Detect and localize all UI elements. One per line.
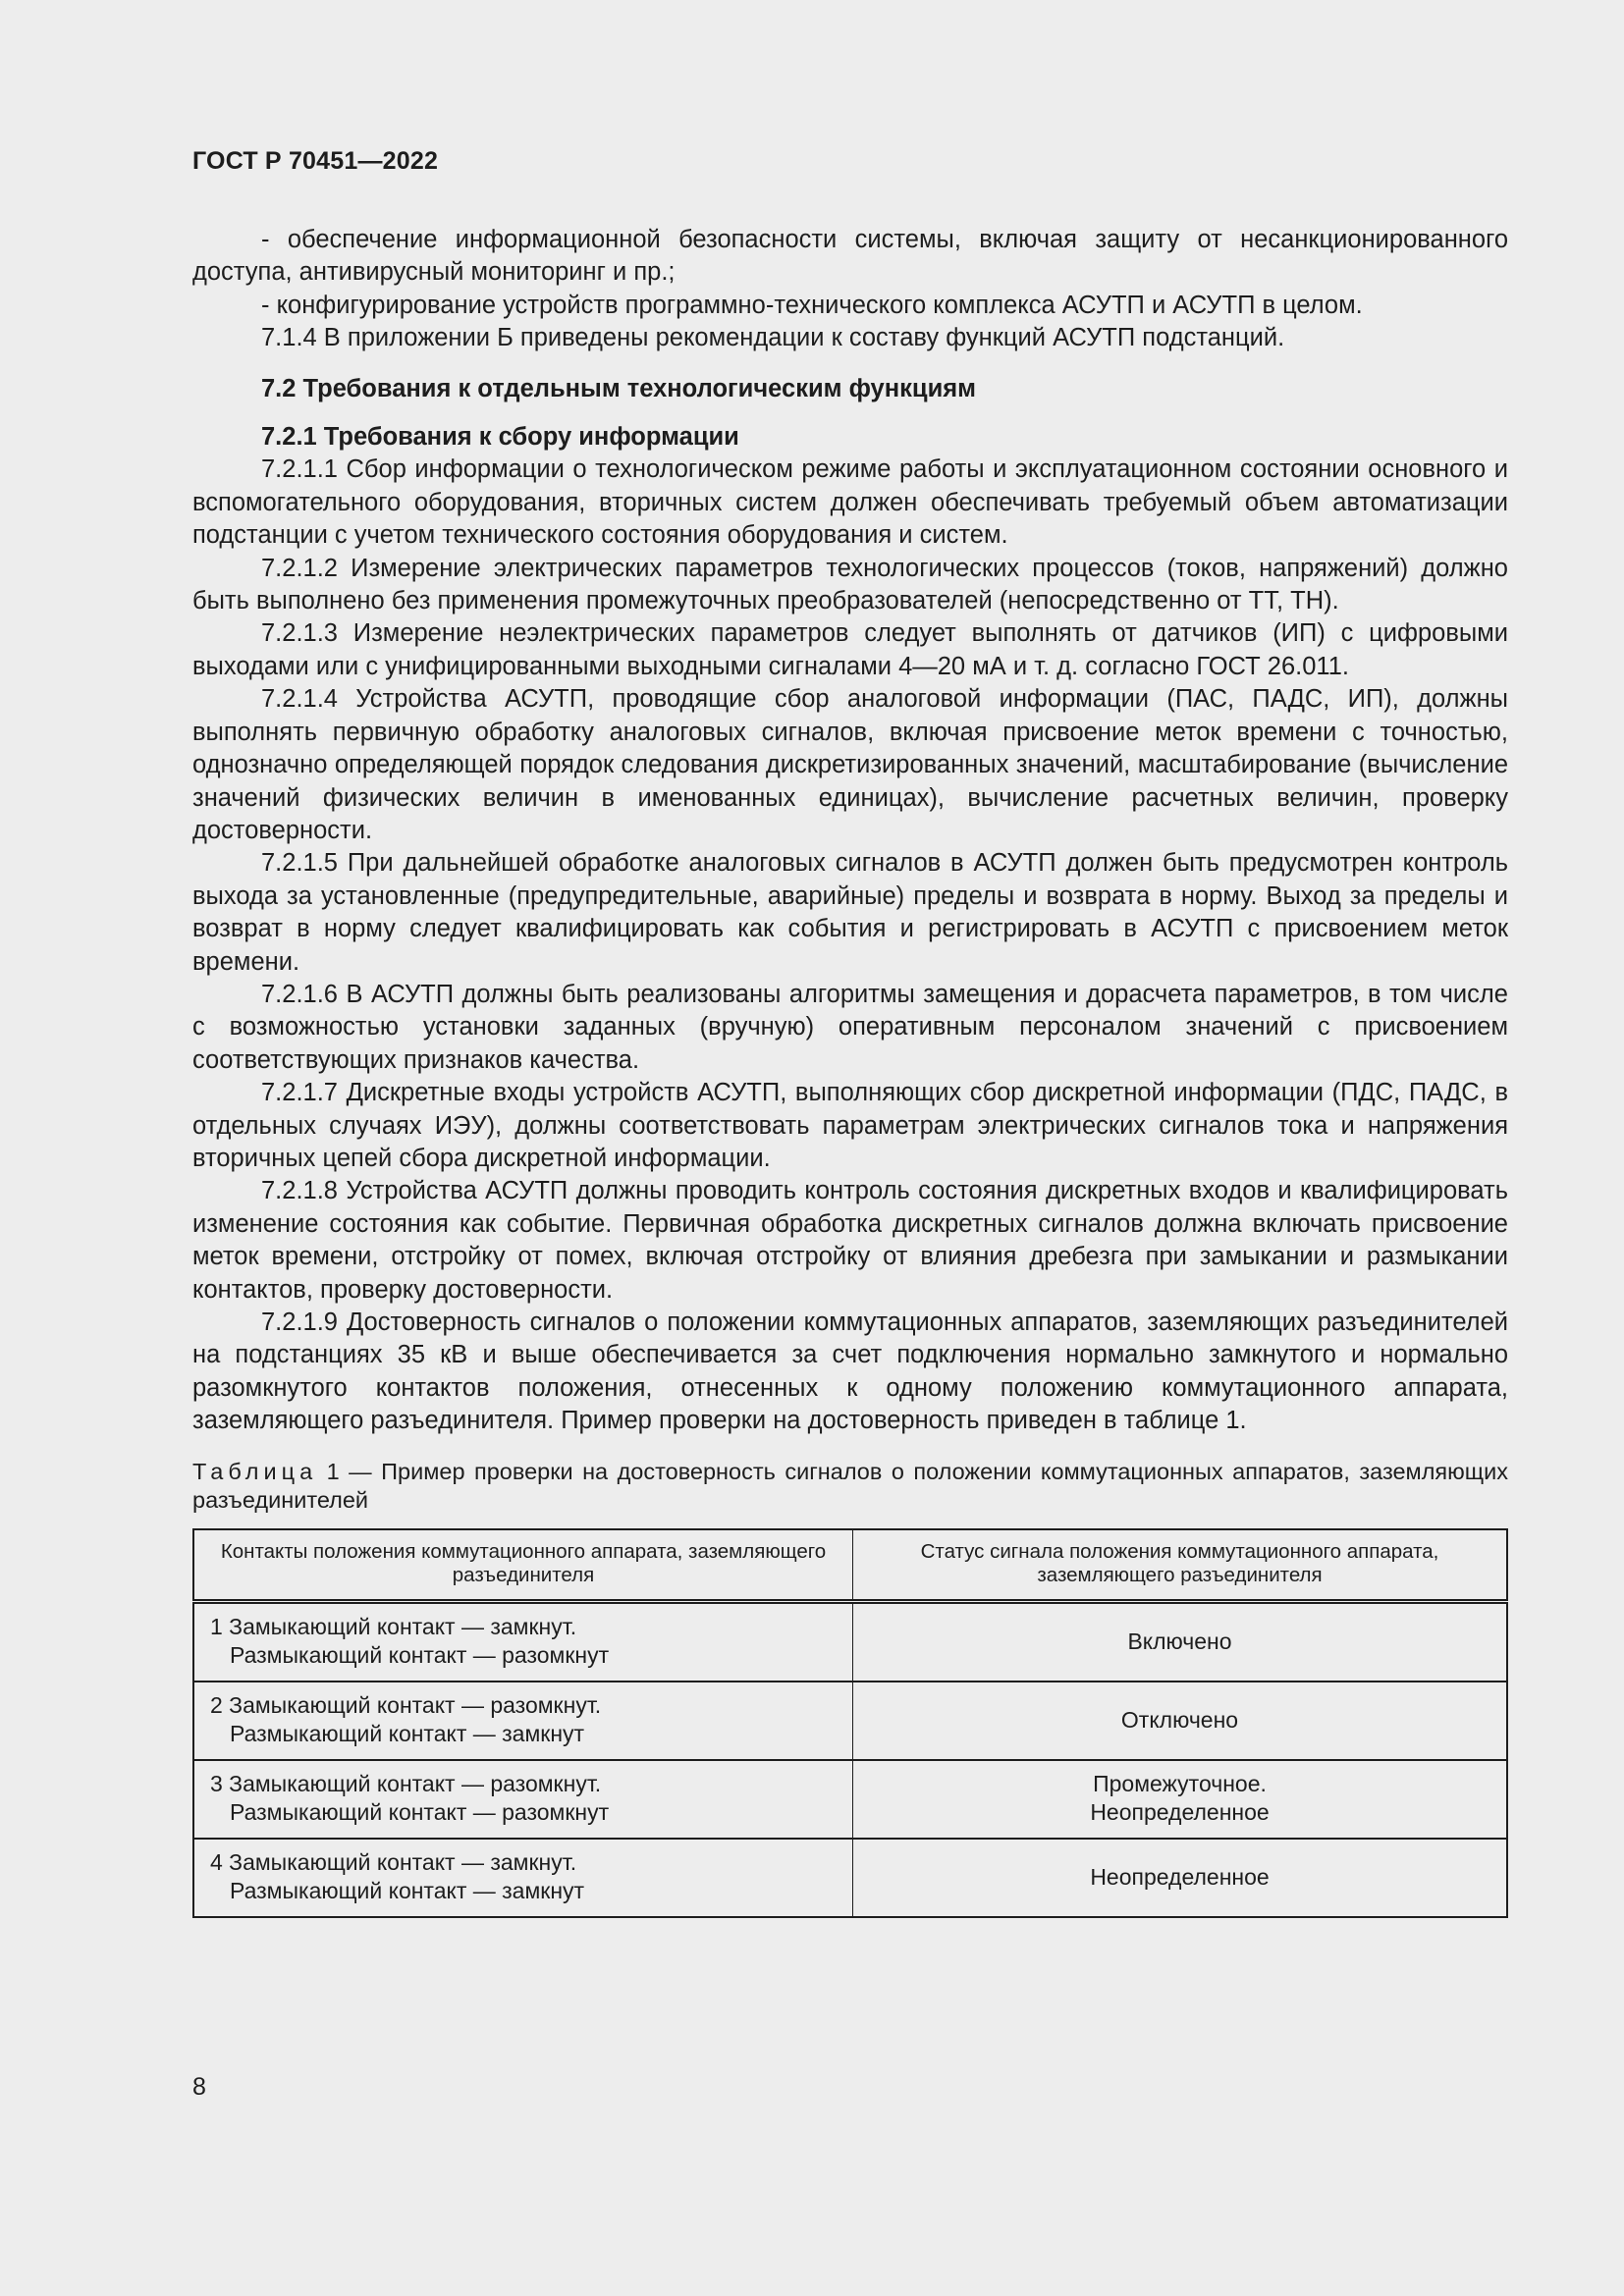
table-caption (192, 1458, 1508, 1515)
table-row (193, 1760, 1507, 1839)
paragraph: 7.2.1.4 Устройства АСУТП, проводящие сбор аналоговой информации (ПАС, ПАДС, ИП), должны выполнять первичную обработку аналоговых сигналов, включая присвоение меток времени с точностью, однозначно определяющей порядок следования дискретизированных значений, масштабирование (вычисление значений физических величин в именованных единицах), вычисление расчетных величин, проверку достоверности. (192, 685, 1508, 844)
table-cell-status (853, 1682, 1508, 1760)
document-code-header: ГОСТ Р 70451—2022 (192, 147, 439, 175)
table-caption-text: 1 — Пример проверки на достоверность сигналов о положении коммутационных аппаратов, заземляющих разъединителей (192, 1458, 1508, 1513)
status-line: Промежуточное. (1093, 1771, 1267, 1797)
column-header-contacts: Контакты положения коммутационного аппарата, заземляющего разъединителя (193, 1529, 853, 1602)
table-cell-contacts (193, 1601, 853, 1682)
table-caption-label: Таблица (192, 1458, 318, 1484)
contact-line: Размыкающий контакт — замкнут (230, 1721, 585, 1747)
list-item: - обеспечение информационной безопасности системы, включая защиту от несанкционированного доступа, антивирусный мониторинг и пр.; (192, 226, 1508, 287)
contact-line: 2 Замыкающий контакт — разомкнут. (210, 1692, 602, 1719)
status-line: Отключено (1120, 1706, 1239, 1733)
status-line: Неопределенное (1090, 1799, 1270, 1826)
table-row (193, 1839, 1507, 1917)
contact-line: Размыкающий контакт — разомкнут (230, 1642, 610, 1669)
table-cell-contacts (193, 1682, 853, 1760)
contact-line: 4 Замыкающий контакт — замкнут. (210, 1849, 577, 1876)
table-row (193, 1682, 1507, 1760)
table-cell-status (853, 1760, 1508, 1839)
page-number: 8 (192, 2073, 206, 2101)
status-line: Включено (1127, 1628, 1232, 1654)
contact-line: 1 Замыкающий контакт — замкнут. (210, 1614, 577, 1640)
status-line: Неопределенное (1090, 1863, 1270, 1890)
paragraph-7-1-4: 7.1.4 В приложении Б приведены рекомендации к составу функций АСУТП подстанций. (261, 324, 1285, 352)
contacts-status-table (192, 1528, 1508, 1918)
paragraph: 7.2.1.2 Измерение электрических параметров технологических процессов (токов, напряжений) должно быть выполнено без применения промежуточных преобразователей (непосредственно от ТТ, ТН). (192, 554, 1508, 615)
document-body (192, 224, 1508, 1918)
paragraph: 7.2.1.1 Сбор информации о технологическом режиме работы и эксплуатационном состоянии основного и вспомогательного оборудования, вторичных систем должен обеспечивать требуемый объем автоматизации подстанции с учетом технического состояния оборудования и систем. (192, 455, 1508, 550)
paragraph: 7.2.1.3 Измерение неэлектрических параметров следует выполнять от датчиков (ИП) с цифровыми выходами или с унифицированными выходными сигналами 4—20 мА и т. д. согласно ГОСТ 26.011. (192, 619, 1508, 680)
contact-line: Размыкающий контакт — разомкнут (230, 1799, 610, 1826)
paragraph: 7.2.1.6 В АСУТП должны быть реализованы алгоритмы замещения и дорасчета параметров, в том числе с возможностью установки заданных (вручную) оперативным персоналом значений с присвоением соответствующих признаков качества. (192, 980, 1508, 1074)
contact-line: Размыкающий контакт — замкнут (230, 1878, 585, 1904)
table-cell-status (853, 1839, 1508, 1917)
list-item: - конфигурирование устройств программно-технического комплекса АСУТП и АСУТП в целом. (261, 291, 1363, 319)
subsection-heading-7-2-1: 7.2.1 Требования к сбору информации (261, 423, 739, 452)
table-cell-status (853, 1601, 1508, 1682)
table-cell-contacts (193, 1839, 853, 1917)
paragraph: 7.2.1.7 Дискретные входы устройств АСУТП, выполняющих сбор дискретной информации (ПДС, ПАДС, в отдельных случаях ИЭУ), должны соответствовать параметрам электрических сигналов тока и напряжения вторичных цепей сбора дискретной информации. (192, 1079, 1508, 1172)
paragraph: 7.2.1.8 Устройства АСУТП должны проводить контроль состояния дискретных входов и квалифицировать изменение состояния как событие. Первичная обработка дискретных сигналов должна включать присвоение меток времени, отстройку от помех, включая отстройку от влияния дребезга при замыкании и размыкании контактов, проверку достоверности. (192, 1177, 1508, 1304)
table-cell-contacts (193, 1760, 853, 1839)
column-header-status: Статус сигнала положения коммутационного аппарата, заземляющего разъединителя (853, 1529, 1508, 1602)
paragraph: 7.2.1.5 При дальнейшей обработке аналоговых сигналов в АСУТП должен быть предусмотрен контроль выхода за установленные (предупредительные, аварийные) пределы и возврата в норму. Выход за пределы и возврат в норму следует квалифицировать как события и регистрировать в АСУТП с присвоением меток времени. (192, 849, 1508, 976)
table-row (193, 1601, 1507, 1682)
table-header-row (193, 1529, 1507, 1602)
section-heading-7-2: 7.2 Требования к отдельным технологическим функциям (261, 374, 976, 402)
paragraph: 7.2.1.9 Достоверность сигналов о положении коммутационных аппаратов, заземляющих разъединителей на подстанциях 35 кВ и выше обеспечивается за счет подключения нормально замкнутого и нормально разомкнутого контактов положения, отнесенных к одному положению коммутационного аппарата, заземляющего разъединителя. Пример проверки на достоверность приведен в таблице 1. (192, 1308, 1508, 1435)
contact-line: 3 Замыкающий контакт — разомкнут. (210, 1771, 602, 1797)
